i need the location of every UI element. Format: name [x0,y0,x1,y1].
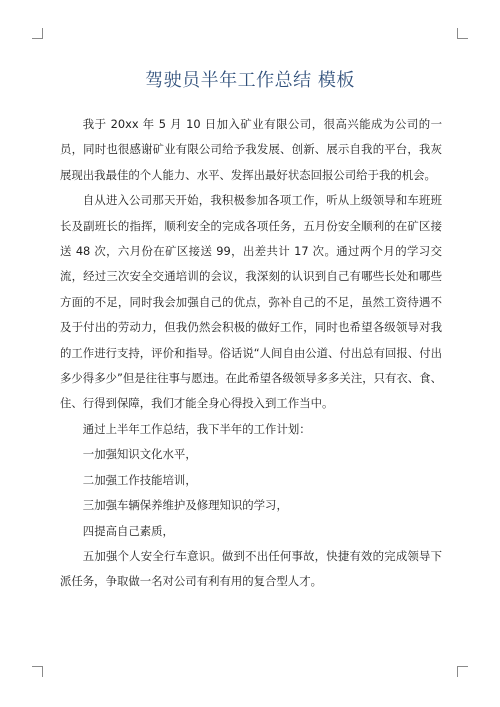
document-title: 驾驶员半年工作总结 模板 [145,70,355,91]
plan-item: 五加强个人安全行车意识。做到不出任何事故，快捷有效的完成领导下派任务，争取做一名对公司有利有用的复合型人才。 [60,548,442,589]
plan-item: 二加强工作技能培训， [82,472,197,487]
paragraph-work-summary: 自从进入公司那天开始，我积极参加各项工作，听从上级领导和车班班长及副班长的指挥，顺利安全的完成各项任务，五月份安全顺利的在矿区接送 48 次，六月份在矿区接送 99，出差共计 17 次。通过两个月的学习交流，经过三次安全交通培训的会议，我深刻的认识到自己有哪些长处和哪些方面的不足，同时我会加强自己的优点，弥补自己的不足，虽然工资待遇不及于付出的劳动力，但我仍然会积极的做好工作，同时也希望各级领导对我的工作进行支持，评价和指导。俗话说“人间自由公道、付出总有回报、付出多少得多少”但是往往事与愿违。在此希望各级领导多多关注，只有衣、食、住、行得到保障，我们才能全身心得投入到工作当中。 [60,193,442,411]
paragraph-intro: 我于 20xx 年 5 月 10 日加入矿业有限公司，很高兴能成为公司的一员，同时也很感谢矿业有限公司给予我发展、创新、展示自我的平台，我灰展现出我最佳的个人能力、水平、发挥出最好状态回报公司给于我的机会。 [60,117,442,182]
paragraph-plan-heading: 通过上半年工作总结，我下半年的工作计划： [82,421,311,436]
document-body [60,112,442,595]
crop-mark-bottom-right [457,666,468,677]
crop-mark-bottom-left [32,666,43,677]
crop-mark-top-left [32,28,43,39]
crop-mark-top-right [457,28,468,39]
plan-item: 三加强车辆保养维护及修理知识的学习， [82,498,288,513]
plan-item: 四提高自己素质， [82,523,174,538]
plan-item: 一加强知识文化水平， [82,447,197,462]
